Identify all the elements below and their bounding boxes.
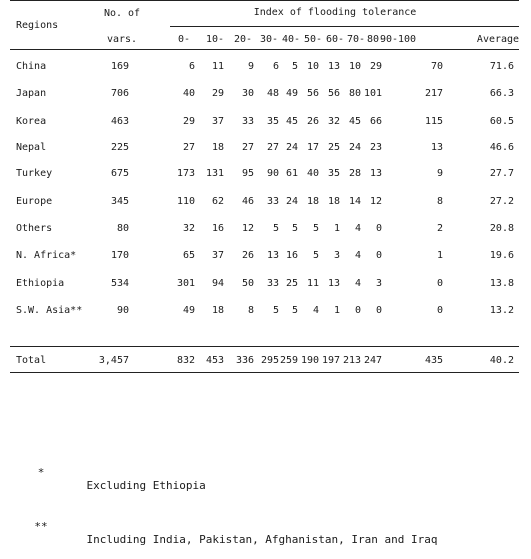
column-header: 50-	[303, 34, 323, 45]
value-cell: 40	[306, 168, 319, 179]
value-cell: 26	[306, 116, 319, 127]
value-cell: 25	[285, 278, 298, 289]
value-cell: 213	[342, 355, 361, 366]
value-cell: 26	[241, 250, 254, 261]
value-cell: 94	[211, 278, 224, 289]
value-cell: 4	[354, 250, 361, 261]
value-cell: 37	[211, 116, 224, 127]
vars-cell: 706	[110, 88, 129, 99]
no-of-header: No. of	[103, 8, 141, 19]
region-cell: Ethiopia	[16, 278, 65, 289]
value-cell: 33	[241, 116, 254, 127]
value-cell: 12	[241, 223, 254, 234]
value-cell: 33	[266, 196, 279, 207]
value-cell: 16	[285, 250, 298, 261]
table-row	[0, 116, 531, 128]
average-cell: 19.6	[489, 250, 514, 261]
value-cell: 5	[312, 250, 319, 261]
value-cell: 1	[333, 223, 340, 234]
value-cell: 66	[369, 116, 382, 127]
region-cell: China	[16, 61, 47, 72]
value-cell: 4	[354, 223, 361, 234]
footnote-text: Excluding Ethiopia	[86, 479, 206, 492]
column-header: 40-	[281, 34, 301, 45]
value-cell: 4	[312, 305, 319, 316]
value-cell: 5	[312, 223, 319, 234]
value-cell: 40	[182, 88, 195, 99]
total-rule	[10, 346, 519, 347]
column-header: 0-	[177, 34, 191, 45]
value-cell: 49	[182, 305, 195, 316]
value-cell: 12	[369, 196, 382, 207]
region-cell: S.W. Asia**	[16, 305, 83, 316]
value-cell: 35	[266, 116, 279, 127]
value-cell: 197	[321, 355, 340, 366]
value-cell: 37	[211, 250, 224, 261]
region-cell: Total	[16, 355, 47, 366]
vars-cell: 675	[110, 168, 129, 179]
value-cell: 5	[291, 223, 298, 234]
footnote	[34, 453, 412, 505]
regions-header: Regions	[16, 20, 59, 31]
average-cell: 66.3	[489, 88, 514, 99]
value-cell: 18	[211, 142, 224, 153]
value-cell: 17	[306, 142, 319, 153]
value-cell: 65	[182, 250, 195, 261]
value-cell: 10	[348, 61, 361, 72]
value-cell: 11	[306, 278, 319, 289]
value-cell: 2	[436, 223, 443, 234]
value-cell: 11	[211, 61, 224, 72]
value-cell: 1	[436, 250, 443, 261]
header-rule	[10, 49, 519, 50]
value-cell: 56	[306, 88, 319, 99]
value-cell: 24	[285, 142, 298, 153]
value-cell: 45	[285, 116, 298, 127]
footnote-mark: *	[37, 466, 45, 479]
region-cell: N. Africa*	[16, 250, 77, 261]
value-cell: 49	[285, 88, 298, 99]
table-row	[0, 61, 531, 73]
value-cell: 1	[333, 305, 340, 316]
value-cell: 90	[266, 168, 279, 179]
value-cell: 5	[272, 223, 279, 234]
vars-header: vars.	[106, 34, 138, 45]
table-row	[0, 196, 531, 208]
region-cell: Korea	[16, 116, 47, 127]
vars-cell: 90	[116, 305, 129, 316]
region-cell: Turkey	[16, 168, 53, 179]
table-row	[0, 305, 531, 317]
value-cell: 190	[300, 355, 319, 366]
value-cell: 27	[266, 142, 279, 153]
region-cell: Europe	[16, 196, 53, 207]
header-sub-rule	[170, 26, 519, 27]
value-cell: 3	[375, 278, 382, 289]
value-cell: 295	[260, 355, 279, 366]
table-row	[0, 223, 531, 235]
value-cell: 16	[211, 223, 224, 234]
value-cell: 46	[241, 196, 254, 207]
vars-cell: 534	[110, 278, 129, 289]
value-cell: 29	[369, 61, 382, 72]
value-cell: 453	[205, 355, 224, 366]
value-cell: 301	[176, 278, 195, 289]
footnote	[34, 507, 438, 559]
vars-cell: 463	[110, 116, 129, 127]
footnotes	[34, 453, 438, 557]
value-cell: 18	[211, 305, 224, 316]
value-cell: 28	[348, 168, 361, 179]
vars-cell: 345	[110, 196, 129, 207]
vars-cell: 169	[110, 61, 129, 72]
value-cell: 62	[211, 196, 224, 207]
table-row	[0, 168, 531, 180]
region-cell: Japan	[16, 88, 47, 99]
value-cell: 18	[306, 196, 319, 207]
footnote-mark: **	[34, 520, 48, 533]
column-header: 70-	[346, 34, 366, 45]
average-cell: 40.2	[489, 355, 514, 366]
value-cell: 0	[354, 305, 361, 316]
value-cell: 115	[424, 116, 443, 127]
value-cell: 29	[182, 116, 195, 127]
column-header: 80-	[366, 34, 386, 45]
region-cell: Nepal	[16, 142, 47, 153]
value-cell: 13	[369, 168, 382, 179]
value-cell: 9	[247, 61, 254, 72]
column-header: 20-	[233, 34, 253, 45]
vars-cell: 170	[110, 250, 129, 261]
total-row-cells	[0, 355, 531, 367]
value-cell: 336	[235, 355, 254, 366]
value-cell: 131	[205, 168, 224, 179]
value-cell: 13	[327, 61, 340, 72]
value-cell: 6	[272, 61, 279, 72]
value-cell: 70	[430, 61, 443, 72]
value-cell: 61	[285, 168, 298, 179]
value-cell: 35	[327, 168, 340, 179]
value-cell: 25	[327, 142, 340, 153]
region-cell: Others	[16, 223, 53, 234]
value-cell: 10	[306, 61, 319, 72]
vars-cell: 80	[116, 223, 129, 234]
value-cell: 5	[272, 305, 279, 316]
average-cell: 60.5	[489, 116, 514, 127]
value-cell: 24	[285, 196, 298, 207]
value-cell: 13	[266, 250, 279, 261]
table-row	[0, 278, 531, 290]
column-header: 10-	[205, 34, 225, 45]
value-cell: 8	[247, 305, 254, 316]
value-cell: 259	[279, 355, 298, 366]
value-cell: 95	[241, 168, 254, 179]
value-cell: 14	[348, 196, 361, 207]
value-cell: 0	[375, 223, 382, 234]
value-cell: 45	[348, 116, 361, 127]
value-cell: 6	[188, 61, 195, 72]
table-row	[0, 250, 531, 262]
value-cell: 32	[327, 116, 340, 127]
top-rule	[10, 0, 519, 1]
vars-cell: 3,457	[98, 355, 129, 366]
column-header: Average	[476, 34, 520, 45]
index-title: Index of flooding tolerance	[253, 7, 417, 18]
value-cell: 5	[291, 61, 298, 72]
column-header: 30-	[259, 34, 279, 45]
bottom-rule	[10, 372, 519, 373]
value-cell: 13	[327, 278, 340, 289]
average-cell: 27.7	[489, 168, 514, 179]
average-cell: 13.8	[489, 278, 514, 289]
value-cell: 435	[424, 355, 443, 366]
value-cell: 56	[327, 88, 340, 99]
value-cell: 27	[241, 142, 254, 153]
value-cell: 48	[266, 88, 279, 99]
footnote-text: Including India, Pakistan, Afghanistan, Iran and Iraq	[86, 533, 438, 546]
average-cell: 71.6	[489, 61, 514, 72]
value-cell: 33	[266, 278, 279, 289]
value-cell: 23	[369, 142, 382, 153]
value-cell: 27	[182, 142, 195, 153]
average-cell: 20.8	[489, 223, 514, 234]
value-cell: 5	[291, 305, 298, 316]
value-cell: 30	[241, 88, 254, 99]
value-cell: 29	[211, 88, 224, 99]
value-cell: 0	[436, 305, 443, 316]
value-cell: 8	[436, 196, 443, 207]
value-cell: 832	[176, 355, 195, 366]
value-cell: 24	[348, 142, 361, 153]
table-row	[0, 142, 531, 154]
value-cell: 3	[333, 250, 340, 261]
average-cell: 13.2	[489, 305, 514, 316]
value-cell: 80	[348, 88, 361, 99]
value-cell: 13	[430, 142, 443, 153]
value-cell: 0	[375, 250, 382, 261]
value-cell: 9	[436, 168, 443, 179]
value-cell: 247	[363, 355, 382, 366]
average-cell: 46.6	[489, 142, 514, 153]
value-cell: 50	[241, 278, 254, 289]
value-cell: 18	[327, 196, 340, 207]
average-cell: 27.2	[489, 196, 514, 207]
column-header: 90-100	[379, 34, 417, 45]
table-row	[0, 88, 531, 100]
value-cell: 0	[436, 278, 443, 289]
value-cell: 110	[176, 196, 195, 207]
vars-cell: 225	[110, 142, 129, 153]
value-cell: 32	[182, 223, 195, 234]
value-cell: 173	[176, 168, 195, 179]
column-header: 60-	[325, 34, 345, 45]
value-cell: 101	[363, 88, 382, 99]
value-cell: 217	[424, 88, 443, 99]
value-cell: 0	[375, 305, 382, 316]
value-cell: 4	[354, 278, 361, 289]
